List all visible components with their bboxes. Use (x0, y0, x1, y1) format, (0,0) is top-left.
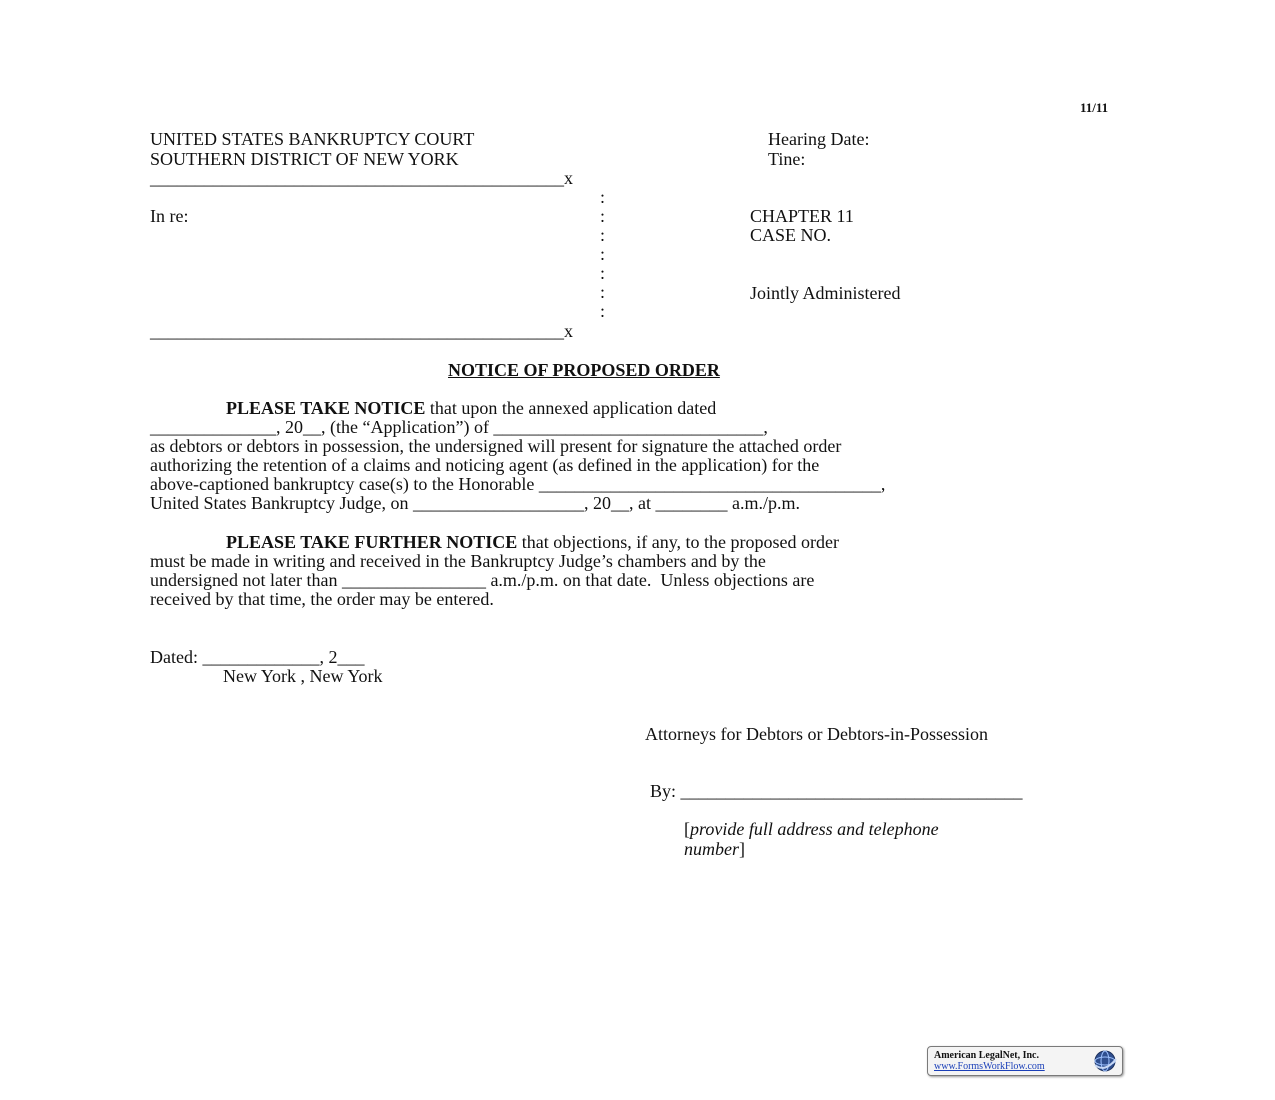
court-name-line1: UNITED STATES BANKRUPTCY COURT (150, 129, 475, 149)
logo-company: American LegalNet, Inc. (934, 1050, 1039, 1061)
chapter-label: CHAPTER 11 (750, 206, 854, 226)
footer-logo[interactable] (927, 1046, 1123, 1076)
caption-colon: : (600, 244, 606, 264)
bracket-open: [ (684, 819, 690, 839)
court-name-line2: SOUTHERN DISTRICT OF NEW YORK (150, 149, 459, 169)
caption-colon: : (600, 301, 606, 321)
address-placeholder-line1 (684, 820, 939, 839)
notice2-line4: received by that time, the order may be entered. (150, 589, 494, 609)
notice2-line3: undersigned not later than ________________ a.m./p.m. on that date. Unless objections are (150, 570, 815, 590)
in-re-label: In re: (150, 206, 189, 226)
caption-colon: : (600, 206, 606, 226)
logo-url[interactable]: www.FormsWorkFlow.com (934, 1061, 1045, 1072)
form-id: 11/11 (1080, 100, 1109, 115)
globe-icon (1092, 1049, 1118, 1073)
dated-line: Dated: _____________, 2___ (150, 647, 365, 667)
hearing-date-label: Hearing Date: (768, 129, 870, 149)
notice1-line5: above-captioned bankruptcy case(s) to the Honorable ______________________________________, (150, 474, 886, 494)
document-title: NOTICE OF PROPOSED ORDER (448, 360, 720, 380)
caption-colon: : (600, 187, 606, 207)
attorneys-label: Attorneys for Debtors or Debtors-in-Possession (645, 724, 988, 744)
notice1-line6: United States Bankruptcy Judge, on ___________________, 20__, at ________ a.m./p.m. (150, 493, 800, 513)
caption-colon: : (600, 282, 606, 302)
dated-place: New York , New York (223, 666, 383, 686)
case-number-label: CASE NO. (750, 225, 832, 245)
bracket-close: ] (739, 839, 745, 859)
address-placeholder-line2 (684, 840, 745, 859)
notice1-line4: authorizing the retention of a claims and noticing agent (as defined in the application) for the (150, 455, 820, 475)
notice1-line2: ______________, 20__, (the “Application”) of ______________________________, (150, 417, 768, 437)
hearing-time-label: Tine: (768, 149, 806, 169)
caption-rule-bottom: ______________________________________________x (150, 321, 573, 341)
notice1-line3: as debtors or debtors in possession, the undersigned will present for signature the attached order (150, 436, 842, 456)
caption-colon: : (600, 263, 606, 283)
notice2-line1 (226, 533, 839, 552)
notice1-line1-text: that upon the annexed application dated (425, 398, 717, 418)
notice1-lead: PLEASE TAKE NOTICE (226, 398, 426, 418)
notice2-line2: must be made in writing and received in the Bankruptcy Judge’s chambers and by the (150, 551, 766, 571)
address-placeholder-text: provide full address and telephone (690, 819, 939, 839)
notice2-lead: PLEASE TAKE FURTHER NOTICE (226, 532, 518, 552)
address-placeholder-number: number (684, 839, 739, 859)
signature-by-line: By: ______________________________________ (650, 781, 1023, 801)
notice2-line1-text: that objections, if any, to the proposed order (517, 532, 840, 552)
caption-colon: : (600, 225, 606, 245)
caption-rule-top: ______________________________________________x (150, 168, 573, 188)
notice1-line1 (226, 399, 716, 418)
jointly-administered-label: Jointly Administered (750, 283, 901, 303)
